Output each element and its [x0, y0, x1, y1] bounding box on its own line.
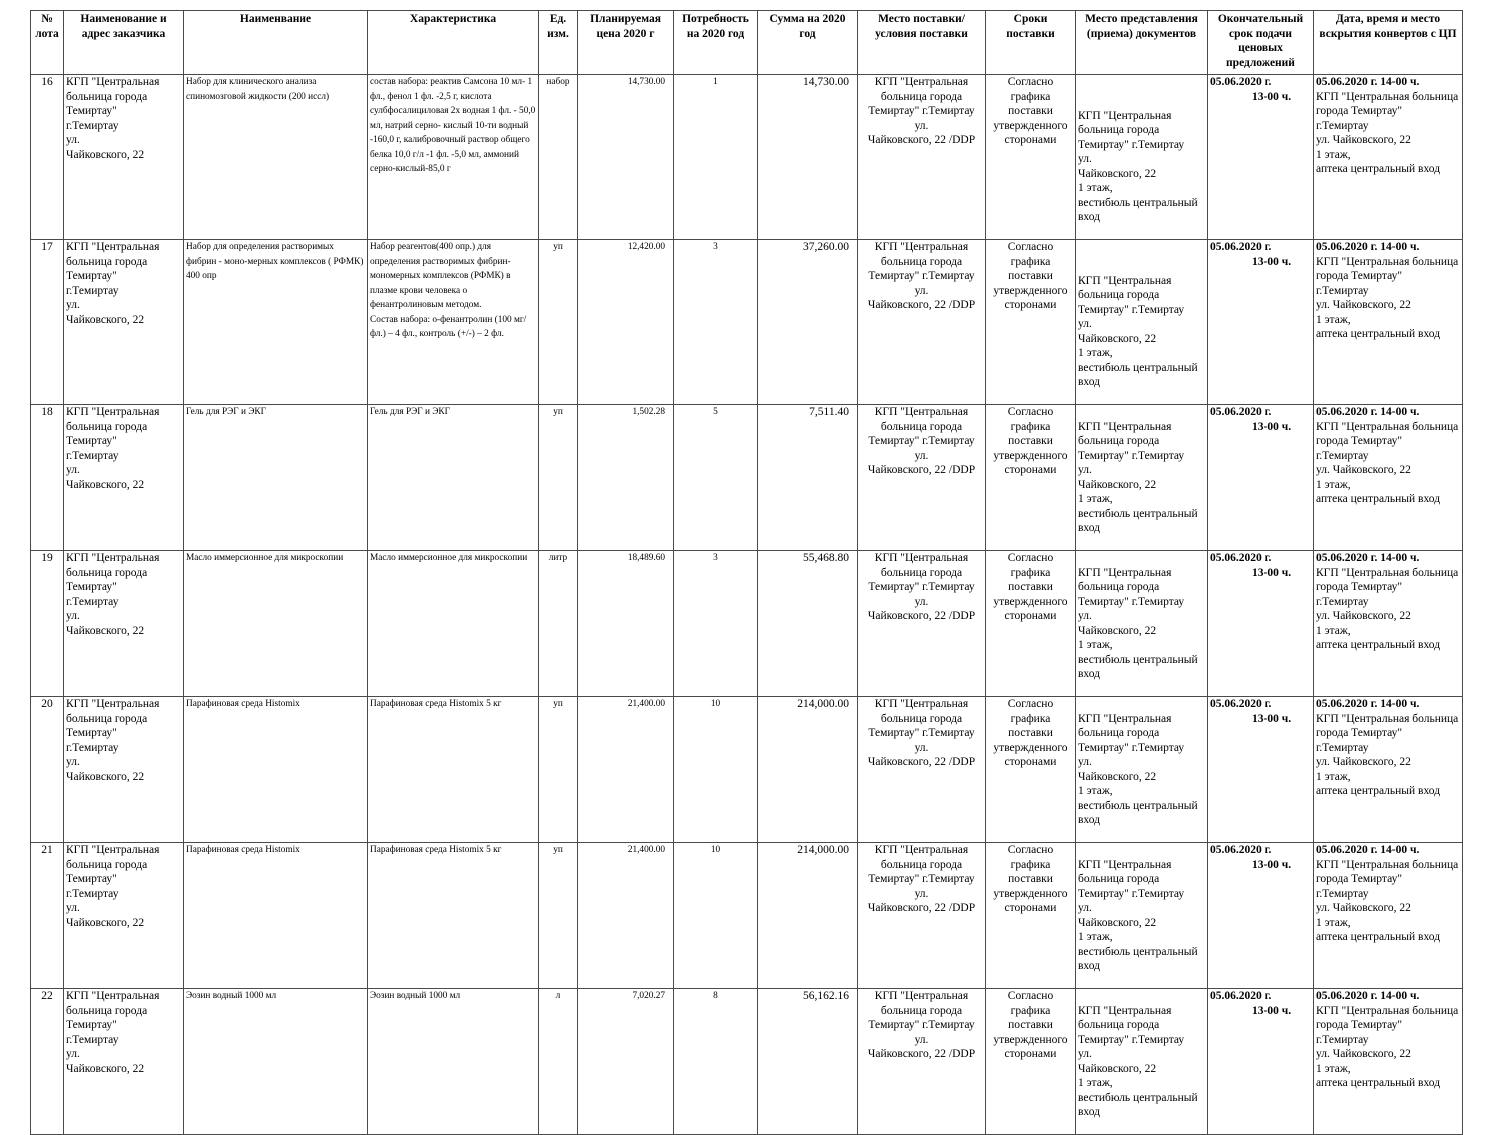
- opening-cell: [1314, 697, 1463, 843]
- docs-place-cell: [1076, 405, 1208, 551]
- item-name-cell: Набор для клинического анализа спиномозговой жидкости (200 иссл): [184, 75, 368, 240]
- item-name-cell: Парафиновая среда Histomix: [184, 843, 368, 989]
- opening-datetime: 05.06.2020 г. 14-00 ч.: [1316, 241, 1420, 253]
- customer-cell: КГП "Центральная больница города Темиртау" г.Темиртау ул. Чайковского, 22: [64, 989, 184, 1135]
- opening-place: КГП "Центральная больница города Темиртау" г.Темиртау ул. Чайковского, 22 1 этаж, аптека центральный вход: [1316, 858, 1459, 943]
- delivery-place-cell: КГП "Центральная больница города Темиртау" г.Темиртау ул. Чайковского, 22 /DDP: [858, 697, 986, 843]
- need-cell: 8: [674, 989, 758, 1135]
- procurement-table: [30, 10, 1463, 1135]
- delivery-terms-cell: Согласно графика поставки утвержденного сторонами: [986, 551, 1076, 697]
- header-name: Наименвание: [184, 11, 368, 75]
- delivery-terms-cell: Согласно графика поставки утвержденного сторонами: [986, 843, 1076, 989]
- opening-cell: [1314, 989, 1463, 1135]
- lot-number: 18: [31, 405, 64, 551]
- deadline-time: 13-00 ч.: [1252, 90, 1292, 103]
- opening-place: КГП "Центральная больница города Темиртау" г.Темиртау ул. Чайковского, 22 1 этаж, аптека центральный вход: [1316, 90, 1459, 175]
- lot-number: 16: [31, 75, 64, 240]
- price-cell: 7,020.27: [578, 989, 674, 1135]
- customer-cell: КГП "Центральная больница города Темиртау" г.Темиртау ул. Чайковского, 22: [64, 75, 184, 240]
- sum-cell: 55,468.80: [758, 551, 858, 697]
- unit-cell: набор: [539, 75, 578, 240]
- item-name-cell: Набор для определения растворимых фибрин - моно-мерных комплексов ( РФМК) 400 опр: [184, 240, 368, 405]
- opening-place: КГП "Центральная больница города Темиртау" г.Темиртау ул. Чайковского, 22 1 этаж, аптека центральный вход: [1316, 255, 1459, 340]
- delivery-place-cell: КГП "Центральная больница города Темиртау" г.Темиртау ул. Чайковского, 22 /DDP: [858, 843, 986, 989]
- opening-datetime: 05.06.2020 г. 14-00 ч.: [1316, 406, 1420, 418]
- table-row: [31, 405, 1463, 551]
- customer-cell: КГП "Центральная больница города Темиртау" г.Темиртау ул. Чайковского, 22: [64, 843, 184, 989]
- unit-cell: уп: [539, 843, 578, 989]
- deadline-cell: [1208, 405, 1314, 551]
- deadline-date: 05.06.2020 г.: [1210, 76, 1272, 88]
- unit-cell: литр: [539, 551, 578, 697]
- deadline-cell: [1208, 75, 1314, 240]
- price-cell: 1,502.28: [578, 405, 674, 551]
- price-cell: 14,730.00: [578, 75, 674, 240]
- spec-cell: Набор реагентов(400 опр.) для определения растворимых фибрин-мономерных комплексов (РФМК) в плазме крови человека о фенантролиновым методом. Состав набора: о-фенантролин (100 мг/фл.) – 4 фл., контроль (+/-) – 2 фл.: [368, 240, 539, 405]
- lot-number: 17: [31, 240, 64, 405]
- opening-cell: [1314, 405, 1463, 551]
- lot-number: 19: [31, 551, 64, 697]
- delivery-terms-cell: Согласно графика поставки утвержденного сторонами: [986, 75, 1076, 240]
- unit-cell: л: [539, 989, 578, 1135]
- customer-cell: КГП "Центральная больница города Темиртау" г.Темиртау ул. Чайковского, 22: [64, 551, 184, 697]
- sum-cell: 214,000.00: [758, 843, 858, 989]
- deadline-time: 13-00 ч.: [1252, 566, 1292, 579]
- spec-cell: состав набора: реактив Самсона 10 мл- 1 фл., фенол 1 фл. -2,5 г, кислота сулбфосалициловая 2х водная 1 фл. - 50,0 мл, натрий серно- кислый 10-ти водный -160,0 г, калибровочный раствор общего белка 10,0 г/л -1 фл. -5,0 мл, аммоний серно-кислый-85,0 г: [368, 75, 539, 240]
- spec-cell: Парафиновая среда Histomix 5 кг: [368, 697, 539, 843]
- opening-datetime: 05.06.2020 г. 14-00 ч.: [1316, 990, 1420, 1002]
- docs-place-cell: [1076, 75, 1208, 240]
- header-deadline: Окончательный срок подачи ценовых предложений: [1208, 11, 1314, 75]
- opening-datetime: 05.06.2020 г. 14-00 ч.: [1316, 552, 1420, 564]
- table-row: [31, 989, 1463, 1135]
- deadline-cell: [1208, 240, 1314, 405]
- table-row: [31, 75, 1463, 240]
- header-spec: Характеристика: [368, 11, 539, 75]
- docs-place-text: КГП "Центральная больница города Темиртау" г.Темиртау ул. Чайковского, 22 1 этаж, вестибюль центральный вход: [1078, 109, 1198, 223]
- need-cell: 10: [674, 843, 758, 989]
- deadline-date: 05.06.2020 г.: [1210, 844, 1272, 856]
- table-row: [31, 843, 1463, 989]
- opening-datetime: 05.06.2020 г. 14-00 ч.: [1316, 698, 1420, 710]
- deadline-date: 05.06.2020 г.: [1210, 552, 1272, 564]
- price-cell: 21,400.00: [578, 843, 674, 989]
- table-row: [31, 551, 1463, 697]
- need-cell: 10: [674, 697, 758, 843]
- header-terms: Сроки поставки: [986, 11, 1076, 75]
- opening-place: КГП "Центральная больница города Темиртау" г.Темиртау ул. Чайковского, 22 1 этаж, аптека центральный вход: [1316, 420, 1459, 505]
- docs-place-text: КГП "Центральная больница города Темиртау" г.Темиртау ул. Чайковского, 22 1 этаж, вестибюль центральный вход: [1078, 274, 1198, 388]
- deadline-cell: [1208, 697, 1314, 843]
- unit-cell: уп: [539, 240, 578, 405]
- docs-place-text: КГП "Центральная больница города Темиртау" г.Темиртау ул. Чайковского, 22 1 этаж, вестибюль центральный вход: [1078, 858, 1198, 972]
- header-docs: Место представления (приема) документов: [1076, 11, 1208, 75]
- need-cell: 3: [674, 551, 758, 697]
- lot-number: 21: [31, 843, 64, 989]
- need-cell: 5: [674, 405, 758, 551]
- docs-place-text: КГП "Центральная больница города Темиртау" г.Темиртау ул. Чайковского, 22 1 этаж, вестибюль центральный вход: [1078, 1004, 1198, 1118]
- sum-cell: 7,511.40: [758, 405, 858, 551]
- delivery-terms-cell: Согласно графика поставки утвержденного сторонами: [986, 405, 1076, 551]
- deadline-time: 13-00 ч.: [1252, 858, 1292, 871]
- opening-datetime: 05.06.2020 г. 14-00 ч.: [1316, 76, 1420, 88]
- delivery-place-cell: КГП "Центральная больница города Темиртау" г.Темиртау ул. Чайковского, 22 /DDP: [858, 405, 986, 551]
- table-row: [31, 240, 1463, 405]
- deadline-date: 05.06.2020 г.: [1210, 698, 1272, 710]
- spec-cell: Парафиновая среда Histomix 5 кг: [368, 843, 539, 989]
- header-customer: Наименование и адрес заказчика: [64, 11, 184, 75]
- deadline-date: 05.06.2020 г.: [1210, 406, 1272, 418]
- sum-cell: 56,162.16: [758, 989, 858, 1135]
- delivery-place-cell: КГП "Центральная больница города Темиртау" г.Темиртау ул. Чайковского, 22 /DDP: [858, 551, 986, 697]
- delivery-place-cell: КГП "Центральная больница города Темиртау" г.Темиртау ул. Чайковского, 22 /DDP: [858, 240, 986, 405]
- header-price: Планируемая цена 2020 г: [578, 11, 674, 75]
- delivery-place-cell: КГП "Центральная больница города Темиртау" г.Темиртау ул. Чайковского, 22 /DDP: [858, 989, 986, 1135]
- deadline-time: 13-00 ч.: [1252, 712, 1292, 725]
- opening-cell: [1314, 75, 1463, 240]
- spec-cell: Масло иммерсионное для микроскопии: [368, 551, 539, 697]
- deadline-cell: [1208, 551, 1314, 697]
- unit-cell: уп: [539, 405, 578, 551]
- opening-cell: [1314, 551, 1463, 697]
- docs-place-text: КГП "Центральная больница города Темиртау" г.Темиртау ул. Чайковского, 22 1 этаж, вестибюль центральный вход: [1078, 420, 1198, 534]
- delivery-terms-cell: Согласно графика поставки утвержденного сторонами: [986, 697, 1076, 843]
- header-row: [31, 11, 1463, 75]
- deadline-date: 05.06.2020 г.: [1210, 241, 1272, 253]
- delivery-terms-cell: Согласно графика поставки утвержденного сторонами: [986, 240, 1076, 405]
- price-cell: 18,489.60: [578, 551, 674, 697]
- item-name-cell: Парафиновая среда Histomix: [184, 697, 368, 843]
- header-lot: № лота: [31, 11, 64, 75]
- docs-place-cell: [1076, 989, 1208, 1135]
- opening-datetime: 05.06.2020 г. 14-00 ч.: [1316, 844, 1420, 856]
- docs-place-cell: [1076, 843, 1208, 989]
- opening-cell: [1314, 843, 1463, 989]
- item-name-cell: Масло иммерсионное для микроскопии: [184, 551, 368, 697]
- price-cell: 12,420.00: [578, 240, 674, 405]
- customer-cell: КГП "Центральная больница города Темиртау" г.Темиртау ул. Чайковского, 22: [64, 697, 184, 843]
- opening-place: КГП "Центральная больница города Темиртау" г.Темиртау ул. Чайковского, 22 1 этаж, аптека центральный вход: [1316, 566, 1459, 651]
- opening-cell: [1314, 240, 1463, 405]
- spec-cell: Гель для РЭГ и ЭКГ: [368, 405, 539, 551]
- header-unit: Ед. изм.: [539, 11, 578, 75]
- customer-cell: КГП "Центральная больница города Темиртау" г.Темиртау ул. Чайковского, 22: [64, 405, 184, 551]
- lot-number: 22: [31, 989, 64, 1135]
- price-cell: 21,400.00: [578, 697, 674, 843]
- item-name-cell: Эозин водный 1000 мл: [184, 989, 368, 1135]
- docs-place-cell: [1076, 240, 1208, 405]
- delivery-place-cell: КГП "Центральная больница города Темиртау" г.Темиртау ул. Чайковского, 22 /DDP: [858, 75, 986, 240]
- item-name-cell: Гель для РЭГ и ЭКГ: [184, 405, 368, 551]
- header-opening: Дата, время и место вскрытия конвертов с ЦП: [1314, 11, 1463, 75]
- sum-cell: 37,260.00: [758, 240, 858, 405]
- docs-place-text: КГП "Центральная больница города Темиртау" г.Темиртау ул. Чайковского, 22 1 этаж, вестибюль центральный вход: [1078, 712, 1198, 826]
- need-cell: 1: [674, 75, 758, 240]
- header-need: Потребность на 2020 год: [674, 11, 758, 75]
- deadline-cell: [1208, 843, 1314, 989]
- docs-place-cell: [1076, 697, 1208, 843]
- header-place: Место поставки/условия поставки: [858, 11, 986, 75]
- deadline-time: 13-00 ч.: [1252, 1004, 1292, 1017]
- lot-number: 20: [31, 697, 64, 843]
- docs-place-text: КГП "Центральная больница города Темиртау" г.Темиртау ул. Чайковского, 22 1 этаж, вестибюль центральный вход: [1078, 566, 1198, 680]
- need-cell: 3: [674, 240, 758, 405]
- unit-cell: уп: [539, 697, 578, 843]
- sum-cell: 14,730.00: [758, 75, 858, 240]
- delivery-terms-cell: Согласно графика поставки утвержденного сторонами: [986, 989, 1076, 1135]
- deadline-time: 13-00 ч.: [1252, 420, 1292, 433]
- deadline-cell: [1208, 989, 1314, 1135]
- docs-place-cell: [1076, 551, 1208, 697]
- table-row: [31, 697, 1463, 843]
- customer-cell: КГП "Центральная больница города Темиртау" г.Темиртау ул. Чайковского, 22: [64, 240, 184, 405]
- deadline-time: 13-00 ч.: [1252, 255, 1292, 268]
- opening-place: КГП "Центральная больница города Темиртау" г.Темиртау ул. Чайковского, 22 1 этаж, аптека центральный вход: [1316, 712, 1459, 797]
- spec-cell: Эозин водный 1000 мл: [368, 989, 539, 1135]
- deadline-date: 05.06.2020 г.: [1210, 990, 1272, 1002]
- header-sum: Сумма на 2020 год: [758, 11, 858, 75]
- opening-place: КГП "Центральная больница города Темиртау" г.Темиртау ул. Чайковского, 22 1 этаж, аптека центральный вход: [1316, 1004, 1459, 1089]
- sum-cell: 214,000.00: [758, 697, 858, 843]
